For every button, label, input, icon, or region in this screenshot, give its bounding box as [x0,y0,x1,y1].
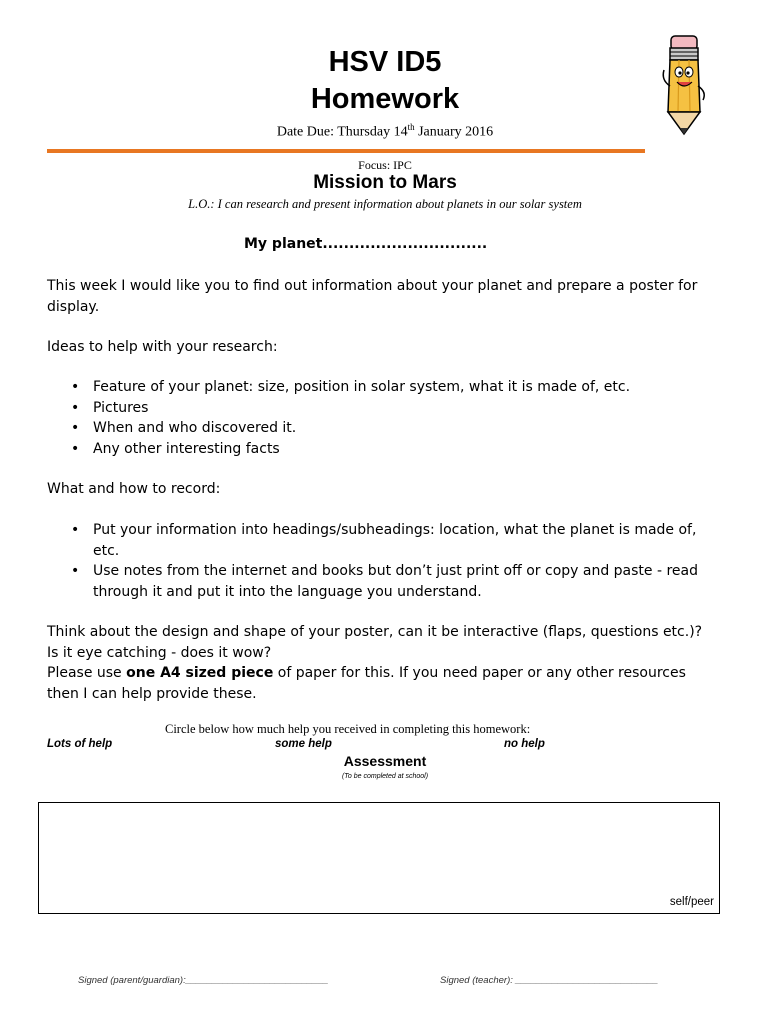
list-item: • Any other interesting facts [47,439,737,460]
circle-prompt: Circle below how much help you received in completing this homework: [165,722,531,736]
assessment-box[interactable] [38,802,720,914]
orange-divider [47,149,645,153]
assessment-title: Assessment [343,753,427,769]
list-item: • Put your information into headings/subheadings: location, what the planet is made of, etc. [47,520,727,561]
focus-label: Focus: IPC [358,158,412,172]
ideas-list [47,377,737,459]
list-item: • When and who discovered it. [47,418,737,439]
design-paragraph: Think about the design and shape of your poster, can it be interactive (flaps, questions etc.)? Is it eye catching - does it wow? Please use one A4 sized piece of paper for this. If you need paper or any other resources then I can help provide these. [47,624,703,702]
my-planet-field: My planet............................... [244,236,488,252]
help-option-lots[interactable]: Lots of help [47,738,113,750]
date-due: Date Due: Thursday 14th January 2016 [276,122,494,140]
record-heading: What and how to record: [47,481,221,497]
page-title-line2: Homework [310,83,460,115]
help-option-none[interactable]: no help [504,738,545,750]
list-item: • Feature of your planet: size, position in solar system, what it is made of, etc. [47,377,737,398]
intro-paragraph: This week I would like you to find out information about your planet and prepare a poster for display. [47,278,698,315]
learning-objective: L.O.: I can research and present information about planets in our solar system [188,197,582,211]
ideas-heading: Ideas to help with your research: [47,339,278,355]
page-title-line1: HSV ID5 [328,46,442,78]
signed-teacher-line[interactable]: Signed (teacher): ___________________________ [440,975,659,986]
list-item: • Use notes from the internet and books but don’t just print off or copy and paste - read through it and put it into the language you understand. [47,561,727,602]
record-list [47,520,727,602]
assessment-note: (To be completed at school) [341,773,429,780]
self-peer-label: self/peer [669,896,714,908]
signed-parent-line[interactable]: Signed (parent/guardian):___________________________ [78,975,329,986]
mission-title: Mission to Mars [313,172,457,193]
help-option-some[interactable]: some help [275,738,332,750]
list-item: • Pictures [47,398,737,419]
